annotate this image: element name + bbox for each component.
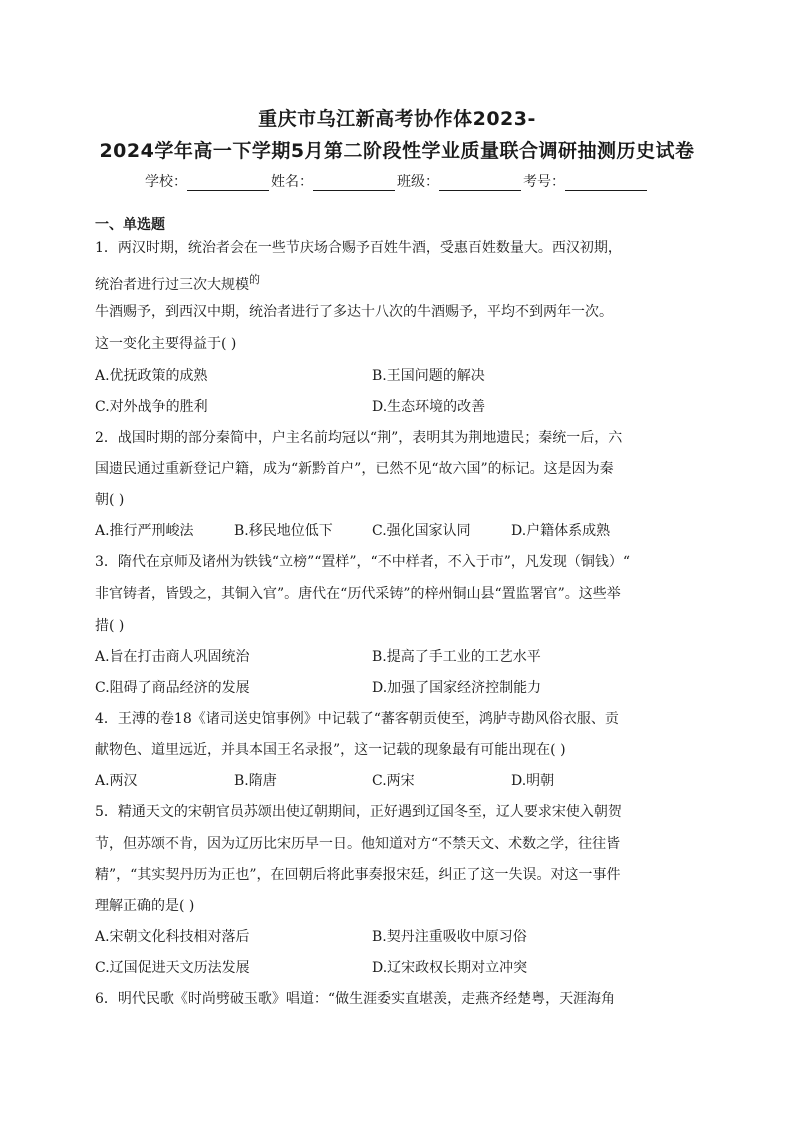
name-label: 姓名：: [271, 174, 313, 190]
q2-line2: 国遗民通过重新登记户籍，成为“新黔首户”，已然不见“故六国”的标记。这是因为秦: [95, 461, 614, 477]
q4-line2: 献物色、道里远近，并具本国王名录报”，这一记载的现象最有可能出现在( ): [95, 742, 566, 758]
school-blank: [187, 176, 269, 191]
q4-option-b: B.隋唐: [234, 773, 277, 789]
q2-option-c: C.强化国家认同: [372, 523, 471, 539]
q2-line3: 朝( ): [95, 492, 125, 508]
q3-line2: 非官铸者，皆毁之，其铜入官”。唐代在“历代采铸”的梓州铜山县“置监署官”。这些举: [95, 586, 621, 602]
q3-option-a: A.旨在打击商人巩固统治: [95, 649, 250, 665]
exam-no-blank: [565, 176, 647, 191]
q1-line3: 牛酒赐予，到西汉中期，统治者进行了多达十八次的牛酒赐予，平均不到两年一次。: [95, 304, 613, 320]
q5-option-d: D.辽宋政权长期对立冲突: [372, 960, 528, 976]
q1-line1: 1．两汉时期，统治者会在一些节庆场合赐予百姓牛酒，受惠百姓数量大。西汉初期，: [95, 240, 622, 256]
q4-option-c: C.两宋: [372, 773, 415, 789]
q2-line1: 2．战国时期的部分秦简中，户主名前均冠以“荆”，表明其为荆地遗民；秦统一后，六: [95, 430, 623, 446]
q4-line1: 4．王溥的卷18《诸司送史馆事例》中记载了“蕃客朝贡使至，鸿胪寺勘风俗衣服、贡: [95, 711, 619, 727]
exam-no-label: 考号：: [523, 174, 565, 190]
q5-line3: 精”，“其实契丹历为正也”，在回朝后将此事奏报宋廷，纠正了这一失误。对这一事件: [95, 867, 621, 883]
q1-line2-text: 统治者进行过三次大规模: [95, 277, 249, 293]
student-info-row: [0, 171, 794, 191]
q1-option-a: A.优抚政策的成熟: [95, 368, 208, 384]
q4-option-d: D.明朝: [511, 773, 555, 789]
q1-option-c: C.对外战争的胜利: [95, 399, 208, 415]
q3-option-c: C.阻碍了商品经济的发展: [95, 680, 250, 696]
q2-option-a: A.推行严刑峻法: [95, 523, 194, 539]
q5-option-b: B.契丹注重吸收中原习俗: [372, 929, 527, 945]
class-blank: [439, 176, 521, 191]
q5-line1: 5．精通天文的宋朝官员苏颂出使辽朝期间，正好遇到辽国冬至，辽人要求宋使入朝贺: [95, 804, 622, 820]
q5-line4: 理解正确的是( ): [95, 898, 195, 914]
q6-line1: 6．明代民歌《时尚劈破玉歌》唱道：“做生涯委实直堪羡，走燕齐经楚粤，天涯海角: [95, 991, 616, 1007]
q1-option-d: D.生态环境的改善: [372, 399, 486, 415]
name-blank: [313, 176, 395, 191]
q2-option-d: D.户籍体系成熟: [511, 523, 611, 539]
q5-option-c: C.辽国促进天文历法发展: [95, 960, 250, 976]
q1-line2: [95, 270, 260, 295]
q3-option-d: D.加强了国家经济控制能力: [372, 680, 542, 696]
q4-option-a: A.两汉: [95, 773, 138, 789]
q2-option-b: B.移民地位低下: [234, 523, 333, 539]
q3-line1: 3．隋代在京师及诸州为铁钱“立榜”“置样”，“不中样者，不入于市”，凡发现（铜钱）“: [95, 554, 631, 570]
school-label: 学校：: [145, 174, 187, 190]
q1-option-b: B.王国问题的解决: [372, 368, 485, 384]
q1-line2-sup: 的: [249, 273, 260, 286]
class-label: 班级：: [397, 174, 439, 190]
q1-line4: 这一变化主要得益于( ): [95, 336, 237, 352]
q3-option-b: B.提高了手工业的工艺水平: [372, 649, 541, 665]
exam-title-line2: 2024学年高一下学期5月第二阶段性学业质量联合调研抽测历史试卷: [99, 140, 695, 162]
q5-line2: 节，但苏颂不肯，因为辽历比宋历早一日。他知道对方“不禁天文、术数之学，往往皆: [95, 836, 621, 852]
q5-option-a: A.宋朝文化科技相对落后: [95, 929, 250, 945]
q3-line3: 措( ): [95, 618, 125, 634]
section-title: 一、单选题: [95, 217, 165, 233]
exam-title-line1: 重庆市乌江新高考协作体2023-: [258, 108, 536, 130]
